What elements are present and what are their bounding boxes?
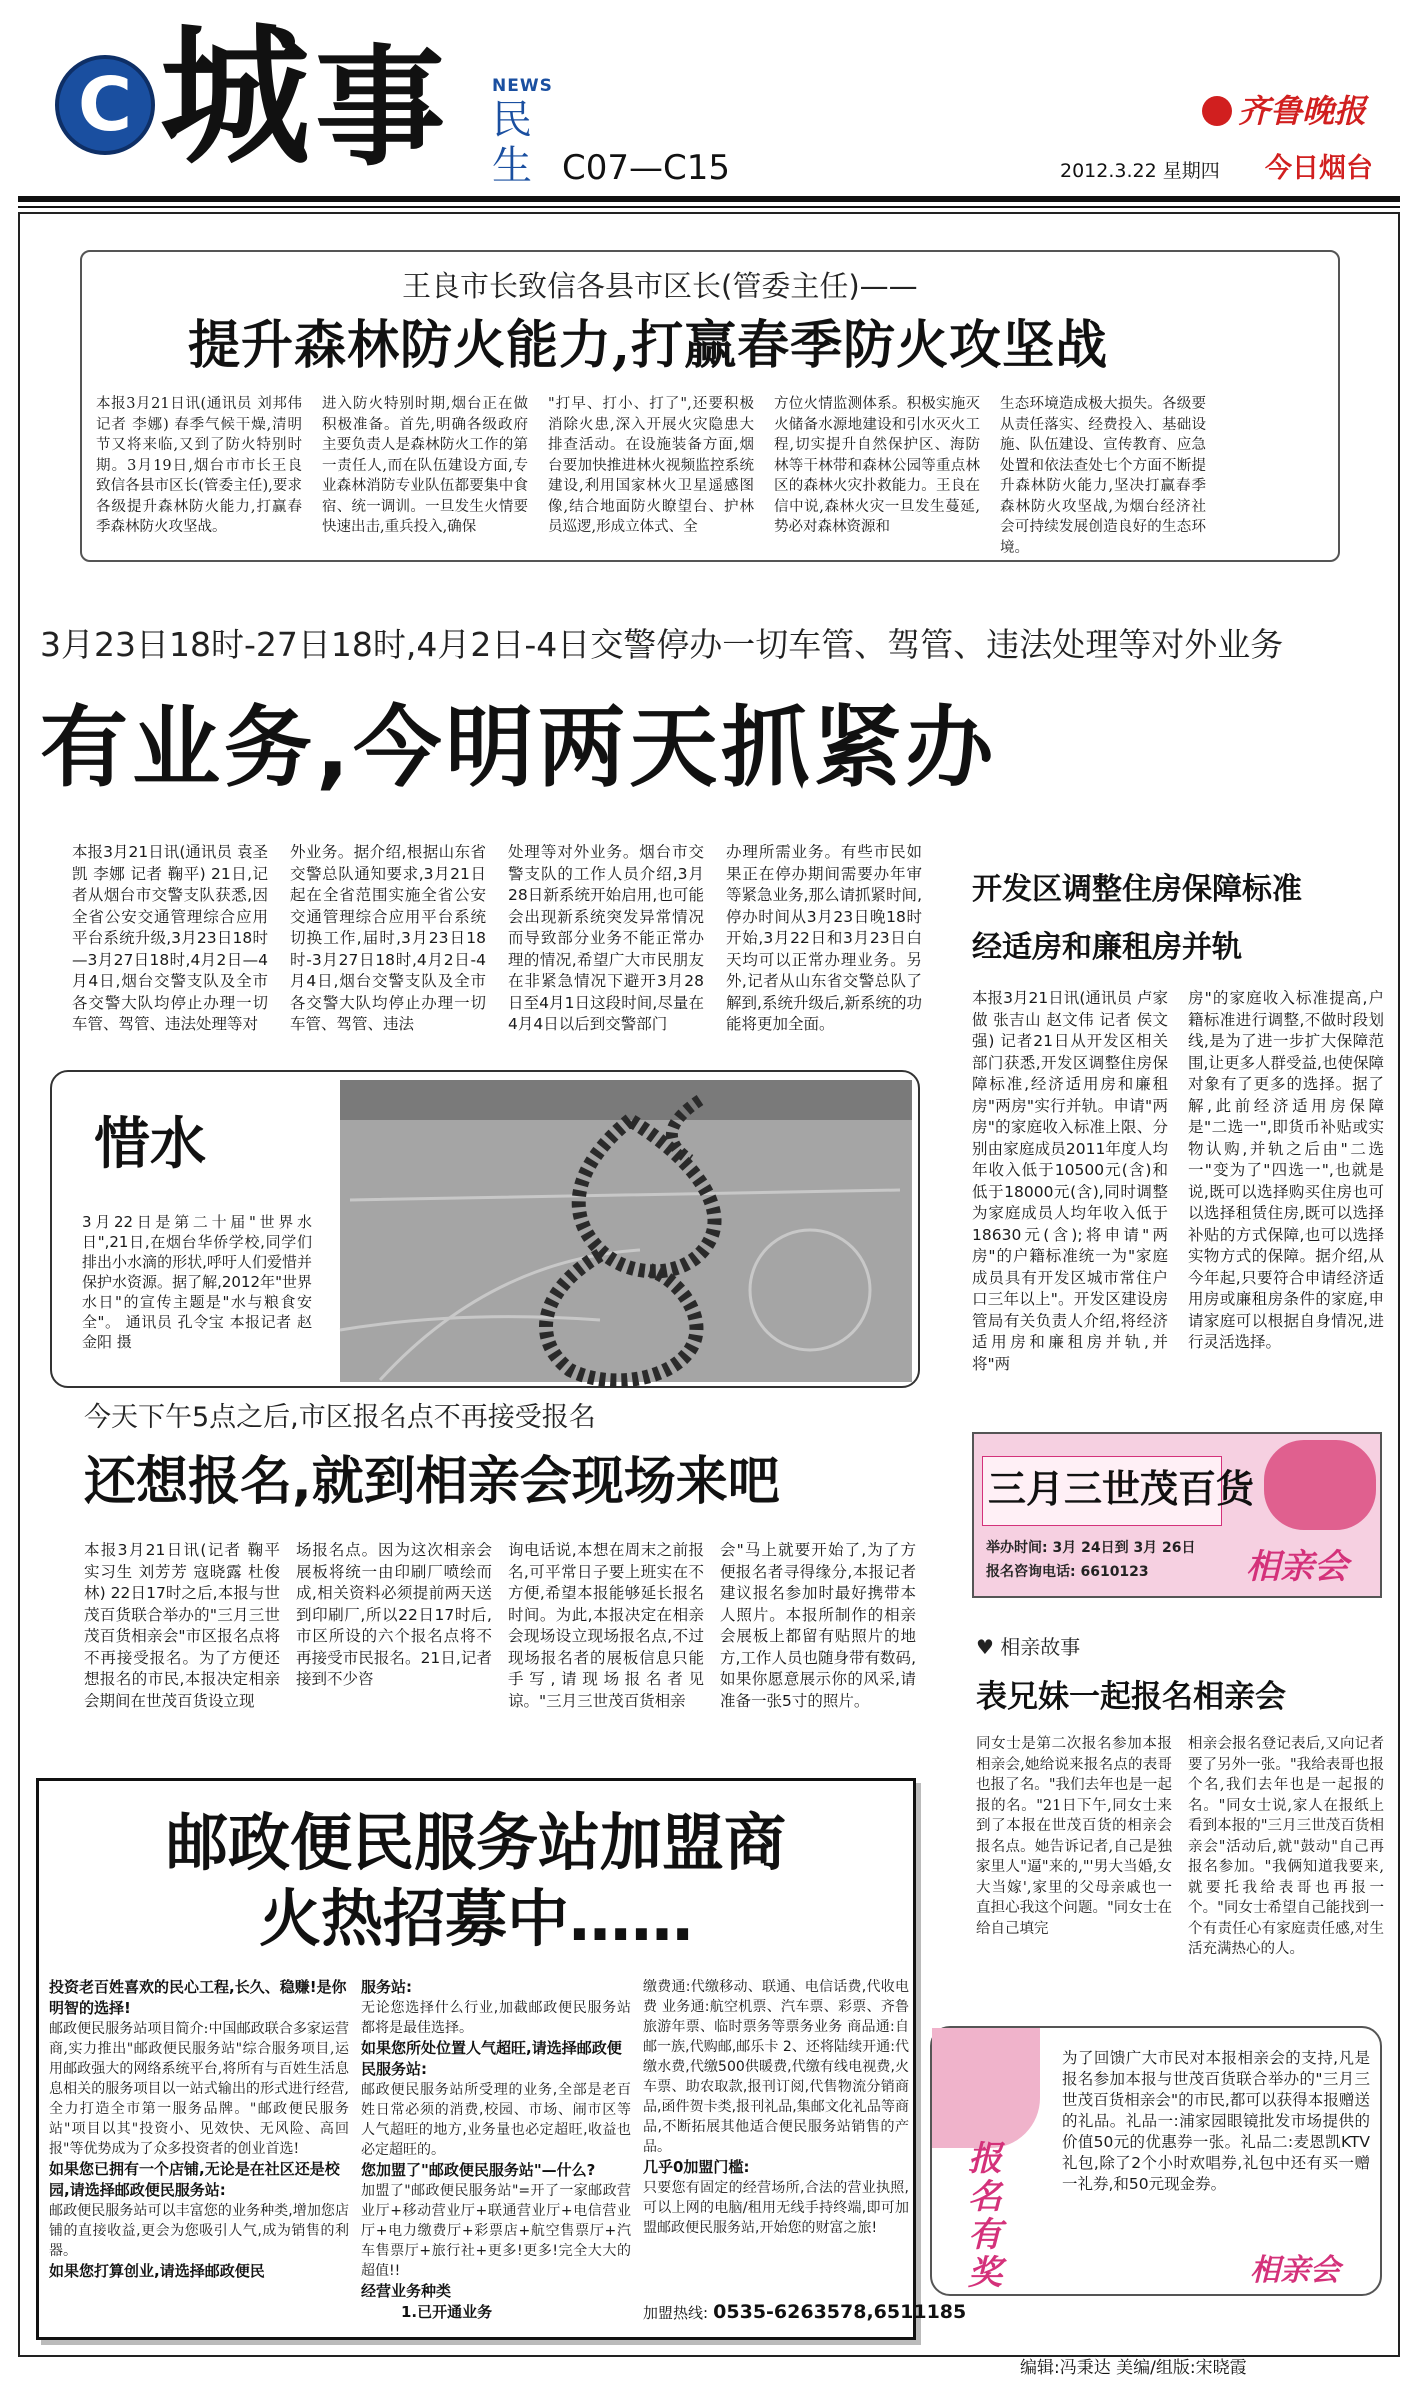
ad3-vertical: 报名有奖 — [968, 2139, 1002, 2293]
masthead-title-char1: 城 — [160, 11, 307, 185]
ad2-col-2 — [361, 1977, 631, 2335]
story2-kicker: 3月23日18时-27日18时,4月2日-4日交警停办一切车管、驾管、违法处理等对外业务 — [40, 625, 1284, 664]
story2-col-1: 本报3月21日讯(通讯员 袁圣凯 李娜 记者 鞠平) 21日,记者从烟台市交警支队获悉,因全省公安交通管理综合应用平台系统升级,3月23日18时—3月27日18时,4月2日—4月4日,烟台交警支队及全市各交警大队均停止办理一切车管、驾管、违法处理等对 — [72, 843, 268, 1033]
sub-char1: 民 — [492, 97, 532, 143]
page-range: C07—C15 — [562, 148, 731, 188]
ad2-col2-sub1: 如果您所处位置人气超旺,请选择邮政便民服务站: — [361, 2039, 622, 2078]
ad1-line-2: 报名咨询电话: 6610123 — [986, 1564, 1149, 1580]
ad1-flowers — [1264, 1440, 1376, 1530]
ad2-col2-text2: 邮政便民服务站所受理的业务,全部是老百姓日常必须的消费,校园、市场、闹市区等人气超旺的地方,业务量也必定超旺,收益也必定超旺的。 — [361, 2082, 631, 2158]
story2-col-4: 办理所需业务。有些市民如果正在停办期间需要办年审等紧急业务,那么请抓紧时间,停办时间从3月23日晚18时开始,3月22日和3月23日白天均可以正常办理业务。另外,记者从山东省交警总队了解到,系统升级后,新系统的功能将更加全面。 — [726, 843, 922, 1033]
ad3-text: 为了回馈广大市民对本报相亲会的支持,凡是报名参加本报与世茂百货联合举办的"三月三世茂百货相亲会"的市民,都可以获得本报赠送的礼品。礼品一:浦家园眼镜批发市场提供的价值50元的优惠券一张。礼品二:麦恩凯KTV礼包,除了2个小时欢唱券,礼包中还有买一赠一礼券,和50元现金券。 — [1062, 2049, 1370, 2193]
ad2-col1-text: 邮政便民服务站项目简介:中国邮政联合多家运营商,实力推出"邮政便民服务站"综合服务项目,运用邮政强大的网络系统平台,将所有与百姓生活息息相关的服务项目以一站式输出的形式进行经营,全力打造全市第一服务品牌。"邮政便民服务站"项目以其"投资小、见效快、无风险、高回报"等优势成为了众多投资者的创业首选! — [49, 2021, 349, 2157]
ad2-col2-item1: 1.已开通业务 — [401, 2303, 493, 2321]
section-emblem — [55, 55, 155, 155]
ad1-title: 三月三世茂百货 — [988, 1467, 1255, 1511]
masthead-rule-thin — [18, 206, 1400, 208]
ad2-col2-sub2: 您加盟了"邮政便民服务站"—什么? — [361, 2161, 596, 2179]
story3-headline-1: 开发区调整住房保障标准 — [972, 872, 1302, 907]
story1-kicker: 王良市长致信各县市区长(管委主任)—— — [402, 269, 918, 303]
ad2-col3-text2: 只要您有固定的经营场所,合法的营业执照,可以上网的电脑/租用无线手持终端,即可加盟邮政便民服务站,开始您的财富之旅! — [643, 2180, 909, 2236]
masthead-title-char2: 事 — [315, 32, 446, 184]
ad2-col1-sub1: 如果您已拥有一个店铺,无论是在社区还是校园,请选择邮政便民服务站: — [49, 2160, 340, 2199]
ad2-col-1 — [49, 1977, 349, 2335]
photo1-caption: 3月22日是第二十届"世界水日",21日,在烟台华侨学校,同学们排出小水滴的形状,呼吁人们爱惜并保护水资源。据了解,2012年"世界水日"的宣传主题是"水与粮食安全"。 通讯员 孔令宝 本报记者 赵金阳 摄 — [82, 1213, 312, 1351]
story5-kicker: ♥ 相亲故事 — [976, 1635, 1081, 1659]
ad2-col1-text2: 邮政便民服务站可以丰富您的业务种类,增加您店铺的直接收益,更会为您吸引人气,成为销售的利器。 — [49, 2203, 349, 2259]
story4-headline: 还想报名,就到相亲会现场来吧 — [84, 1452, 780, 1512]
ad2-col-3 — [643, 1977, 909, 2287]
ad2-hotline — [643, 2297, 967, 2331]
ad2-hotline-number: 0535-6263578,6511185 — [713, 2301, 967, 2323]
photo1-title: 惜水 — [94, 1112, 206, 1177]
ad2-headline-1: 邮政便民服务站加盟商 — [165, 1806, 786, 1879]
paper-logo — [1202, 90, 1386, 134]
story1-col-2: 进入防火特别时期,烟台正在做积极准备。首先,明确各级政府主要负责人是森林防火工作的第一责任人,而在队伍建设方面,专业森林消防专业队伍都要集中食宿、统一调训。一旦发生火情要快速出击,重兵投入,确保 — [322, 396, 528, 535]
story3-headline-2: 经适房和廉租房并轨 — [972, 930, 1242, 965]
story4-col-3: 询电话说,本想在周末之前报名,可平常日子要上班实在不方便,希望本报能够延长报名时间。为此,本报决定在相亲会现场设立现场报名点,不过现场报名者的展板信息只能手写,请现场报名者见谅。"三月三世茂百货相亲 — [508, 1541, 704, 1710]
footer-credits: 编辑:冯秉达 美编/组版:宋晓霞 — [1020, 2358, 1247, 2378]
story5-col-2: 相亲会报名登记表后,又向记者要了另外一张。"我给表哥也报个名,我们去年也是一起报的名。"同女士说,家人在报纸上看到本报的"三月三世茂百货相亲会"活动后,就"鼓动"自己再报名参加。"我俩知道我要来,就要托我给表哥也再报一个。"同女士希望自己能找到一个有责任心有家庭责任感,对生活充满热心的人。 — [1188, 1736, 1384, 1957]
story5-headline: 表兄妹一起报名相亲会 — [976, 1679, 1286, 1715]
ad2-col2-title: 服务站: — [361, 1978, 412, 1996]
ad-postal-franchise — [36, 1778, 967, 2340]
ad3-badge: 相亲会 — [1250, 2253, 1340, 2288]
story1-col-1: 本报3月21日讯(通讯员 刘邦伟 记者 李娜) 春季气候干燥,清明节又将来临,又到了防火特别时期。3月19日,烟台市市长王良致信各县市区长(管委主任),要求各级提升森林防火能力,打赢春季森林防火攻坚战。 — [96, 396, 302, 535]
ad1-badge: 相亲会 — [1246, 1547, 1348, 1587]
story1-headline: 提升森林防火能力,打赢春季防火攻坚战 — [188, 315, 1109, 376]
ad-matchmaking-gift — [930, 2026, 1382, 2296]
news-label: NEWS — [492, 76, 553, 96]
story1-col-4: 方位火情监测体系。积极实施灭火储备水源地建设和引水灭火工程,切实提升自然保护区、海防林等干林带和森林公园等重点林区的森林火灾扑救能力。王良在信中说,森林火灾一旦发生蔓延,势必对森林资源和 — [774, 396, 980, 535]
paper-logo-icon — [1202, 96, 1232, 126]
ad3-flower-bouquet — [932, 2028, 1040, 2148]
ad2-col2-sub3: 经营业务种类 — [361, 2282, 452, 2300]
sub-char2: 生 — [492, 143, 532, 189]
issue-date: 2012.3.22 星期四 — [1060, 160, 1220, 182]
ad2-col3-text: 缴费通:代缴移动、联通、电信话费,代收电费 业务通:航空机票、汽车票、彩票、齐鲁旅游年票、临时票务等票务业务 商品通:自邮一族,代购邮,邮乐卡 2、还将陆续开通:代缴水费,代缴500供暖费,代缴有线电视费,火车票、助农取款,报刊订阅,代售物流分销商品,函件贺卡类,报刊礼品,集邮文化礼品等商品,不断拓展其他适合便民服务站销售的产品。 — [643, 1979, 909, 2155]
ad2-col1-sub2: 如果您打算创业,请选择邮政便民 — [49, 2262, 265, 2280]
story2-headline: 有业务,今明两天抓紧办 — [40, 696, 998, 799]
story4-col-4: 会"马上就要开始了,为了方便报名者寻得缘分,本报记者建议报名参加时最好携带本人照片。本报所制作的相亲会展板上都留有贴照片的地方,工作人员也随身带有数码,如果你愿意展示你的风采,请准备一张5寸的照片。 — [720, 1541, 916, 1710]
ad2-hotline-label: 加盟热线: — [643, 2304, 709, 2322]
photo-water-day — [50, 1070, 920, 1388]
ad2-col2-text3: 加盟了"邮政便民服务站"=开了一家邮政营业厅+移动营业厅+联通营业厅+电信营业厅+电力缴费厅+彩票店+航空售票厅+汽车售票厅+旅行社+更多!更多!完全大大的超值!! — [361, 2183, 631, 2279]
story-forest-fire — [80, 250, 1340, 562]
story5-col-1: 同女士是第二次报名参加本报相亲会,她给说来报名点的表哥也报了名。"我们去年也是一起报的名。"21日下午,同女士来到了本报在世茂百货的相亲会报名点。她告诉记者,自己是独家里人"逼"来的,"'男大当婚,女大当嫁',家里的父母亲戚也一直担心我这个问题。"同女士在给自己填完 — [976, 1736, 1172, 1937]
ad2-col1-title: 投资老百姓喜欢的民心工程,长久、稳赚!是你明智的选择! — [49, 1978, 347, 2017]
ad1-line-1: 举办时间: 3月 24日到 3月 26日 — [986, 1540, 1196, 1556]
edition-name: 今日烟台 — [1265, 153, 1373, 184]
paper-name: 齐鲁晚报 — [1238, 92, 1367, 130]
story2-col-3: 处理等对外业务。烟台市交警支队的工作人员介绍,3月28日新系统开始启用,也可能会出现新系统突发异常情况而导致部分业务不能正常办理的情况,希望广大市民朋友在非紧急情况下避开3月28日至4月1日这段时间,尽量在4月4日以后到交警部门 — [508, 843, 704, 1033]
ad2-headline-2: 火热招募中…… — [258, 1882, 693, 1955]
story1-col-3: "打早、打小、打了",还要积极消除火患,深入开展火灾隐患大排查活动。在设施装备方面,烟台要加快推进林火视频监控系统建设,利用国家林火卫星遥感图像,结合地面防火瞭望台、护林员巡逻,形成立体式、全 — [548, 396, 754, 535]
section-letter: C — [77, 62, 133, 148]
ad-shimao-matchmaking — [972, 1432, 1382, 1598]
story3-col-1: 本报3月21日讯(通讯员 卢家做 张吉山 赵文伟 记者 侯文强) 记者21日从开发区相关部门获悉,开发区调整住房保障标准,经济适用房和廉租房"两房"实行并轨。申请"两房"的家庭收入标准上限、分别由家庭成员2011年度人均年收入低于10500元(含)和低于18000元(含),同时调整为家庭成员人均年收入低于18630元(含);将申请"两房"的户籍标准统一为"家庭成员具有开发区城市常住户口三年以上"。开发区建设房管局有关负责人介绍,将经济适用房和廉租房并轨,并将"两 — [972, 989, 1168, 1373]
photo-image — [340, 1080, 912, 1382]
story2-col-2: 外业务。据介绍,根据山东省交警总队通知要求,3月21日起在全省范围实施全省公安交通管理综合应用平台系统切换工作,届时,3月23日18时-3月27日18时,4月2日-4月4日,烟台交警支队及全市各交警大队均停止办理一切车管、驾管、违法 — [290, 843, 486, 1033]
story3-col-2: 房"的家庭收入标准提高,户籍标准进行调整,不做时段划线,是为了进一步扩大保障范围,让更多人群受益,也使保障对象有了更多的选择。据了解,此前经济适用房保障是"二选一",即货币补贴或实物认购,并轨之后由"二选一"变为了"四选一",也就是说,既可以选择购买住房也可以选择租赁住房,既可以选择补贴的方式保障,也可以选择实物方式的保障。据介绍,从今年起,只要符合申请经济适用房或廉租房条件的家庭,申请家庭可以根据自身情况,进行灵活选择。 — [1188, 989, 1384, 1351]
story4-kicker: 今天下午5点之后,市区报名点不再接受报名 — [84, 1402, 596, 1433]
students-water-drop-photo — [340, 1080, 912, 1382]
story4-col-1: 本报3月21日讯(记者 鞠平 实习生 刘芳芳 寇晓露 杜俊林) 22日17时之后,本报与世茂百货联合举办的"三月三世茂百货相亲会"市区报名点将不再接受报名。为了方便还想报名的市民,本报决定相亲会期间在世茂百货设立现 — [84, 1541, 280, 1710]
story1-col-5: 生态环境造成极大损失。各级要从责任落实、经费投入、基础设施、队伍建设、宣传教育、应急处置和依法查处七个方面不断提升森林防火能力,坚决打赢春季森林防火攻坚战,为烟台经济社会可持续发展创造良好的生态环境。 — [1000, 396, 1206, 556]
masthead — [0, 0, 1417, 215]
ad2-col2-text: 无论您选择什么行业,加截邮政便民服务站都将是最佳选择。 — [361, 2000, 631, 2036]
ad2-col3-sub: 几乎0加盟门槛: — [643, 2158, 750, 2176]
masthead-rule-thick — [18, 196, 1400, 202]
story4-col-2: 场报名点。因为这次相亲会展板将统一由印刷厂喷绘而成,相关资料必须提前两天送到印刷厂,所以22日17时后,市区所设的六个报名点将不再接受市民报名。21日,记者接到不少咨 — [296, 1541, 492, 1688]
